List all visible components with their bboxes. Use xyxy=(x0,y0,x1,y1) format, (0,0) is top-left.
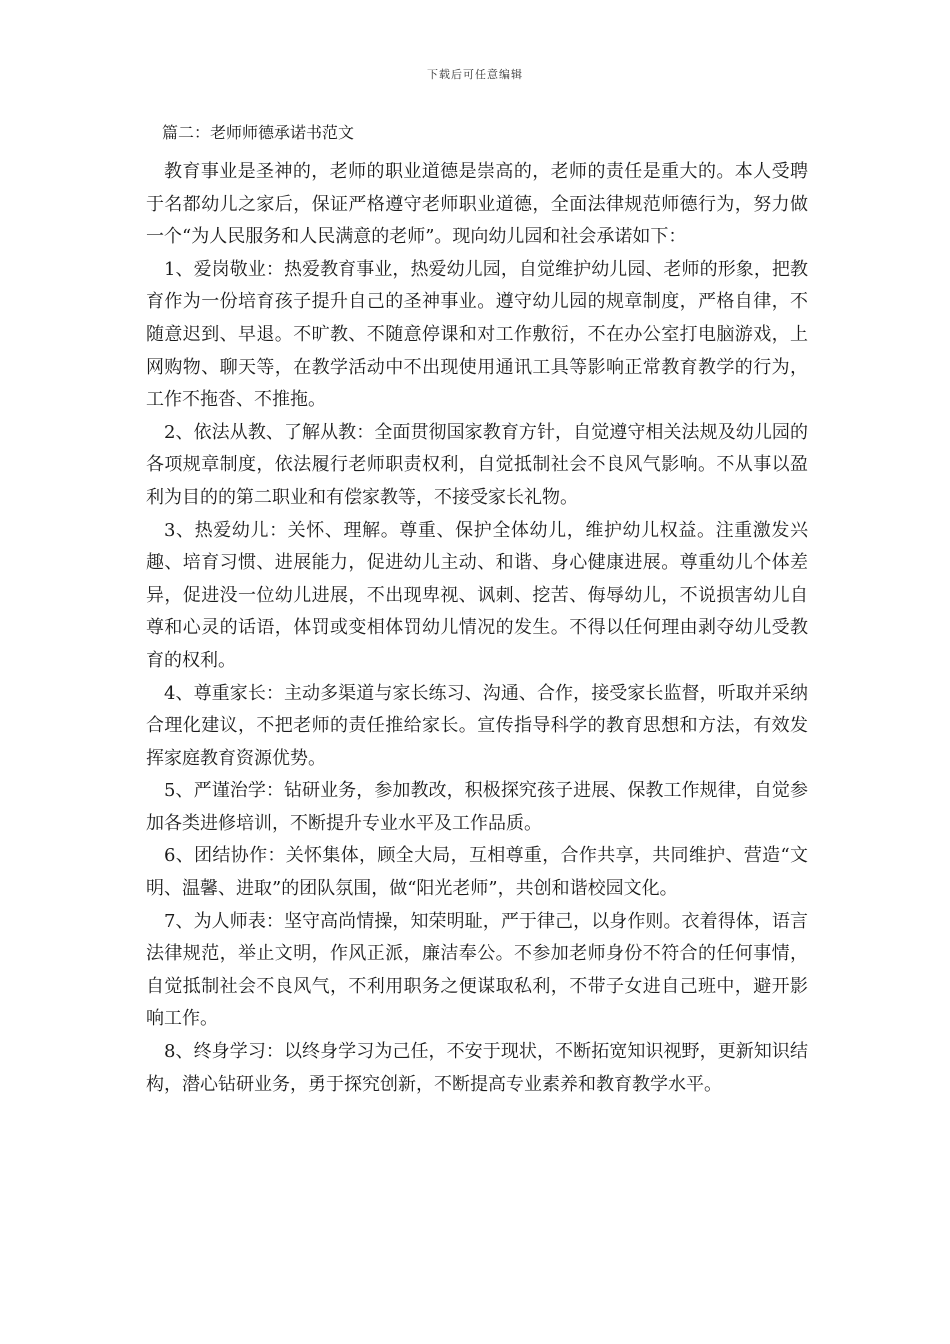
commitment-paragraph-6: 6、团结协作：关怀集体，顾全大局，互相尊重，合作共享，共同维护、营造“文明、温馨、进取”的团队氛围，做“阳光老师”，共创和谐校园文化。 xyxy=(146,845,808,900)
document-title: 篇二：老师师德承诺书范文 xyxy=(162,123,355,142)
commitment-paragraph-2: 2、依法从教、了解从教：全面贯彻国家教育方针，自觉遵守相关法规及幼儿园的各项规章制度，依法履行老师职责权利，自觉抵制社会不良风气影响。不从事以盈利为目的的第二职业和有偿家教等，不接受家长礼物。 xyxy=(146,421,808,508)
commitment-paragraph-7: 7、为人师表：坚守高尚情操，知荣明耻，严于律己，以身作则。衣着得体，语言法律规范，举止文明，作风正派，廉洁奉公。不参加老师身份不符合的任何事情，自觉抵制社会不良风气，不利用职务之便谋取私利，不带子女进自己班中，避开影响工作。 xyxy=(146,910,808,1030)
commitment-paragraph-5: 5、严谨治学：钻研业务，参加教改，积极探究孩子进展、保教工作规律，自觉参加各类进修培训，不断提升专业水平及工作品质。 xyxy=(146,780,808,834)
commitment-paragraph-3: 3、热爱幼儿：关怀、理解。尊重、保护全体幼儿，维护幼儿权益。注重激发兴趣、培育习惯、进展能力，促进幼儿主动、和谐、身心健康进展。尊重幼儿个体差异，促进没一位幼儿进展，不出现卑视、讽刺、挖苦、侮辱幼儿，不说损害幼儿自尊和心灵的话语，体罚或变相体罚幼儿情况的发生。不得以任何理由剥夺幼儿受教育的权利。 xyxy=(146,519,808,671)
intro-paragraph: 教育事业是圣神的，老师的职业道德是崇高的，老师的责任是重大的。本人受聘于名都幼儿之家后，保证严格遵守老师职业道德，全面法律规范师德行为，努力做一个“为人民服务和人民满意的老师”。现向幼儿园和社会承诺如下： xyxy=(146,161,808,248)
commitment-paragraph-1: 1、爱岗敬业：热爱教育事业，热爱幼儿园，自觉维护幼儿园、老师的形象，把教育作为一份培育孩子提升自己的圣神事业。遵守幼儿园的规章制度，严格自律，不随意迟到、早退。不旷教、不随意停课和对工作敷衍，不在办公室打电脑游戏，上网购物、聊天等，在教学活动中不出现使用通讯工具等影响正常教育教学的行为，工作不拖沓、不推拖。 xyxy=(146,258,808,411)
document-body xyxy=(146,122,808,1101)
commitment-paragraph-8: 8、终身学习：以终身学习为己任，不安于现状，不断拓宽知识视野，更新知识结构，潜心钻研业务，勇于探究创新，不断提高专业素养和教育教学水平。 xyxy=(146,1041,808,1095)
commitment-paragraph-4: 4、尊重家长：主动多渠道与家长练习、沟通、合作，接受家长监督，听取并采纳合理化建议，不把老师的责任推给家长。宣传指导科学的教育思想和方法，有效发挥家庭教育资源优势。 xyxy=(146,682,808,769)
page-header: 下载后可任意编辑 xyxy=(427,68,523,81)
